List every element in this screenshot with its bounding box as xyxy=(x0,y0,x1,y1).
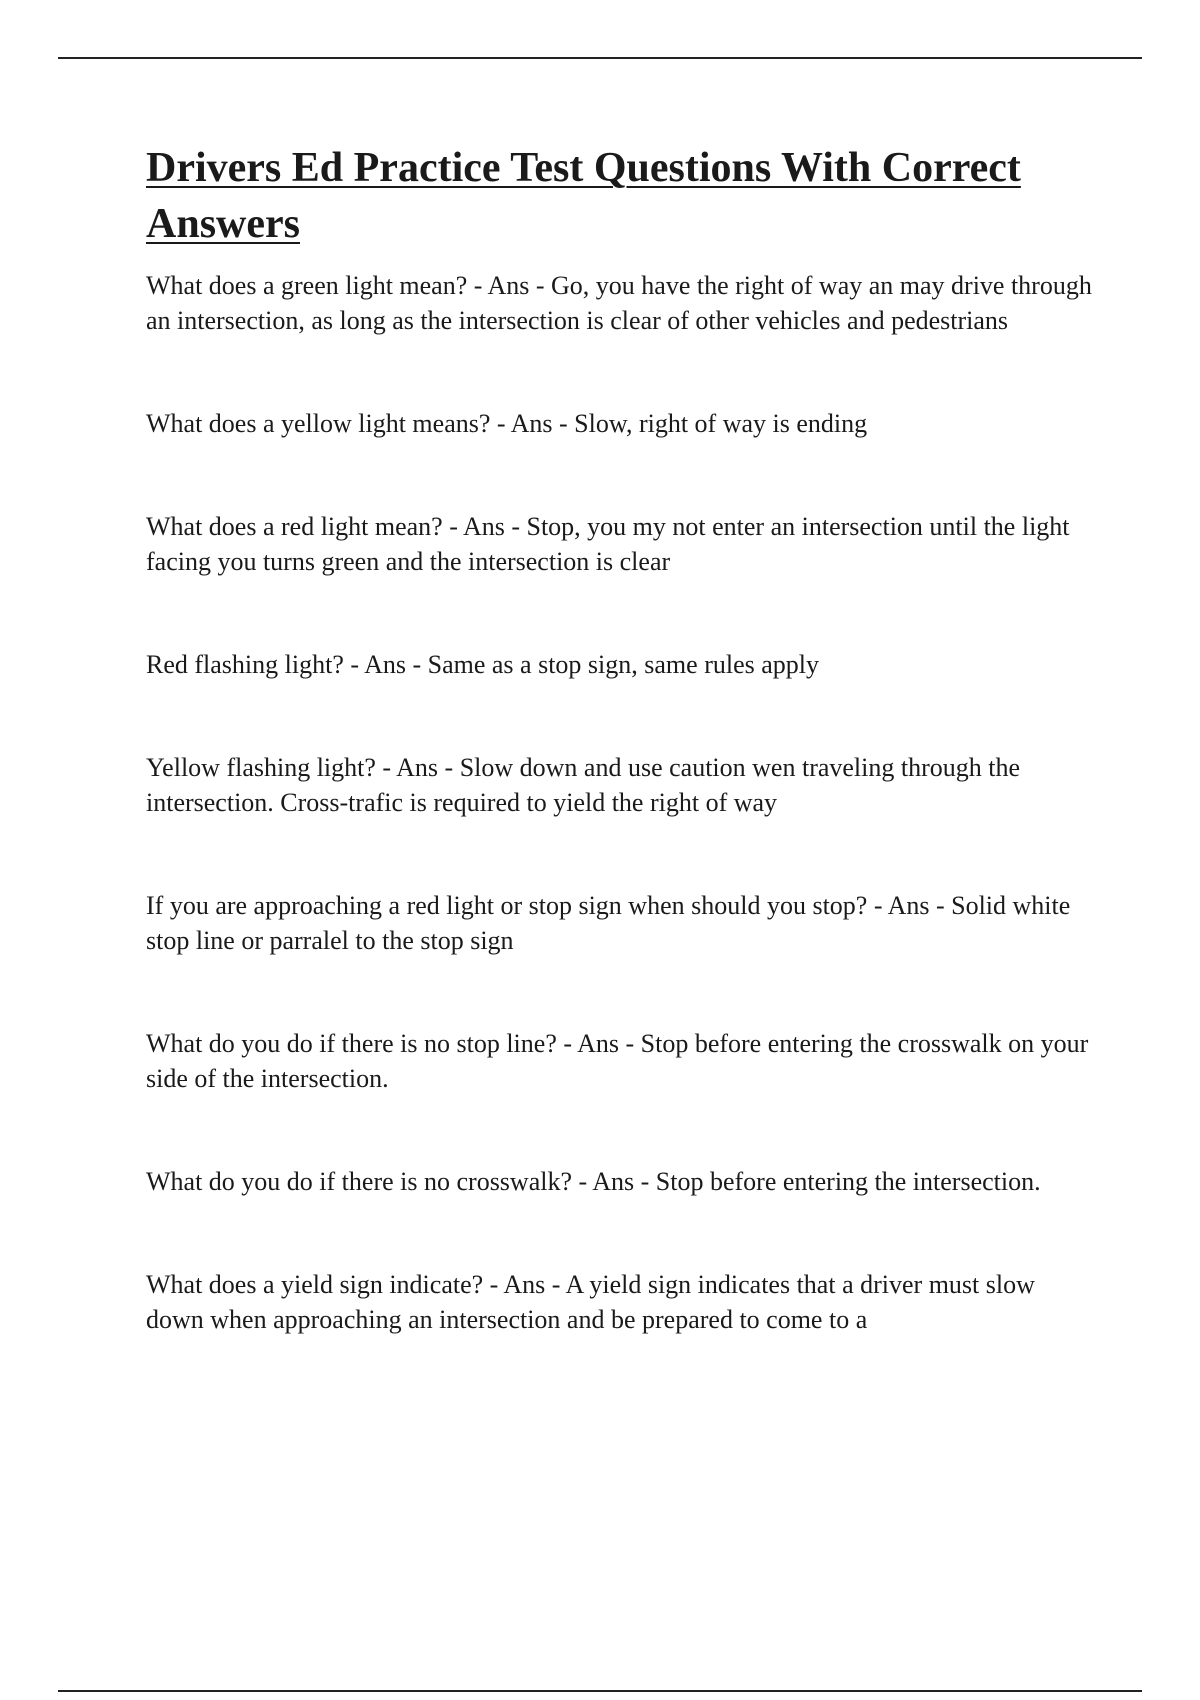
qa-list xyxy=(146,268,1094,1337)
qa-item-green-light: What does a green light mean? - Ans - Go, you have the right of way an may drive through an intersection, as long as the intersection is clear of other vehicles and pedestrians xyxy=(146,271,1092,335)
document-body xyxy=(146,140,1094,1337)
bottom-divider xyxy=(58,1690,1142,1692)
document-title: Drivers Ed Practice Test Questions With Correct Answers xyxy=(146,145,1021,247)
qa-item-yellow-flashing-light: Yellow flashing light? - Ans - Slow down and use caution wen traveling through the intersection. Cross-trafic is required to yield the right of way xyxy=(146,753,1021,817)
qa-item-yellow-light: What does a yellow light means? - Ans - Slow, right of way is ending xyxy=(146,409,868,438)
qa-item-no-stop-line: What do you do if there is no stop line? - Ans - Stop before entering the crosswalk on your side of the intersection. xyxy=(146,1029,1089,1093)
top-divider xyxy=(58,57,1142,59)
qa-item-yield-sign: What does a yield sign indicate? - Ans - A yield sign indicates that a driver must slow down when approaching an intersection and be prepared to come to a xyxy=(146,1270,1035,1334)
qa-item-red-light: What does a red light mean? - Ans - Stop, you my not enter an intersection until the light facing you turns green and the intersection is clear xyxy=(146,512,1070,576)
qa-item-no-crosswalk: What do you do if there is no crosswalk? - Ans - Stop before entering the intersection. xyxy=(146,1167,1041,1196)
qa-item-stop-position: If you are approaching a red light or stop sign when should you stop? - Ans - Solid white stop line or parralel to the stop sign xyxy=(146,891,1071,955)
qa-item-red-flashing-light: Red flashing light? - Ans - Same as a stop sign, same rules apply xyxy=(146,650,820,679)
